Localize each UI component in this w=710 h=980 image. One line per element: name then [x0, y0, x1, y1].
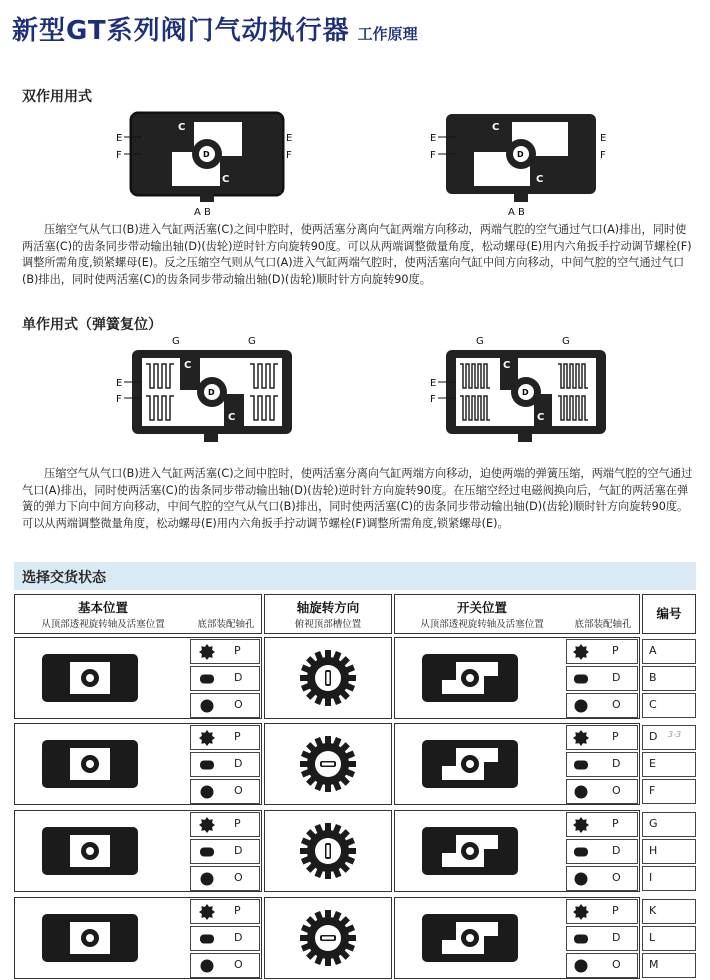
actuator-top-view-icon [420, 910, 520, 966]
svg-text:C: C [222, 174, 230, 185]
svg-text:C: C [492, 122, 500, 133]
actuator-top-view-icon [40, 910, 140, 966]
svg-text:F: F [430, 150, 436, 161]
single-acting-diagram-right [424, 334, 624, 454]
delivery-code[interactable]: I [642, 866, 696, 891]
svg-text:F: F [286, 150, 292, 161]
actuator-top-view-icon [40, 823, 140, 879]
hole-type-label-2: P [612, 730, 619, 743]
delivery-code[interactable]: F [642, 779, 696, 804]
double-d-hole-icon [198, 843, 216, 861]
delivery-code[interactable]: M [642, 953, 696, 978]
switch-position-title: 开关位置 [456, 600, 507, 615]
svg-text:E: E [286, 133, 293, 144]
star-hole-icon [198, 816, 216, 834]
double-d-hole-icon [572, 670, 590, 688]
round-hole-icon [198, 783, 216, 801]
delivery-code[interactable]: D [642, 725, 696, 750]
hole-type-label-2: D [612, 671, 621, 684]
hole-type-label: O [234, 871, 243, 884]
hole-type-label: D [234, 844, 243, 857]
svg-text:E: E [116, 133, 123, 144]
delivery-code[interactable]: B [642, 666, 696, 691]
bottom-hole-title-2: 底部装配轴孔 [574, 619, 632, 630]
hole-type-label-2: P [612, 904, 619, 917]
svg-text:D: D [517, 150, 524, 159]
svg-text:E: E [600, 133, 607, 144]
round-hole-icon [572, 957, 590, 975]
page-subtitle: 工作原理 [357, 25, 418, 43]
double-acting-description: 压缩空气从气口(B)进入气缸两活塞(C)之间中腔时，使两活塞分离向气缸两端方向移动，两端气腔的空气通过气口(A)排出，同时使两活塞(C)的齿条同步带动输出轴(D)(齿轮)逆时针方向旋转90度。可以从两端调整微量角度，松动螺母(E)用内六角扳手拧动调节螺栓(F)调整所需角度,锁紧螺母(E)。反之压缩空气则从气口(A)进入气缸两端气腔时，使两活塞向气缸中间方向移动，中间气腔的空气通过气口(B)排出，同时使两活塞(C)的齿条同步带动输出轴(D)(齿轮)顺时针方向旋转90度。 [22, 223, 692, 286]
actuator-top-view-icon [420, 736, 520, 792]
star-hole-icon [572, 729, 590, 747]
delivery-heading: 选择交货状态 [22, 570, 106, 586]
star-hole-icon [198, 643, 216, 661]
basic-position-title: 基本位置 [77, 600, 128, 615]
svg-text:G: G [562, 336, 570, 347]
delivery-code[interactable]: K [642, 899, 696, 924]
code-title: 编号 [656, 606, 682, 621]
svg-text:G: G [476, 336, 484, 347]
double-acting-heading: 双作用用式 [22, 89, 92, 105]
star-hole-icon [198, 903, 216, 921]
svg-text:E: E [430, 378, 437, 389]
svg-text:C: C [537, 412, 545, 423]
svg-text:C: C [536, 174, 544, 185]
single-acting-description: 压缩空气从气口(B)进入气缸两活塞(C)之间中腔时，使两活塞分离向气缸两端方向移动，迫使两端的弹簧压缩，两端气腔的空气通过气口(A)排出，同时使两活塞(C)的齿条同步带动输出轴(D)(齿轮)逆时针方向旋转90度。在压缩空经过电磁阀换向后，气缸的两活塞在弹簧的弹力下向中间方向移动，中间气腔的空气从气口(B)排出，同时使两活塞(C)的齿条同步带动输出轴(D)(齿轮)顺时针方向旋转90度。可以从两端调整微量角度，松动螺母(E)用内六角扳手拧动调节螺栓(F)调整所需角度,锁紧螺母(E)。 [22, 467, 693, 530]
svg-text:D: D [203, 150, 210, 159]
hole-type-label: D [234, 757, 243, 770]
page-title: 新型GT系列阀门气动执行器 [12, 16, 350, 46]
hole-type-label: O [234, 958, 243, 971]
hole-type-label-2: D [612, 931, 621, 944]
svg-text:C: C [228, 412, 236, 423]
shaft-gear-icon [298, 734, 358, 794]
round-hole-icon [198, 870, 216, 888]
svg-text:D: D [208, 388, 215, 397]
round-hole-icon [572, 870, 590, 888]
rotation-title: 轴旋转方向 [296, 600, 360, 615]
double-acting-diagram-left [110, 106, 293, 218]
hole-type-label: P [234, 904, 241, 917]
bottom-hole-title: 底部装配轴孔 [197, 619, 255, 630]
svg-text:C: C [184, 360, 192, 371]
hole-type-label-2: D [612, 844, 621, 857]
svg-text:F: F [600, 150, 606, 161]
hole-type-label-2: P [612, 644, 619, 657]
single-acting-diagram-left [110, 334, 300, 454]
double-d-hole-icon [572, 843, 590, 861]
delivery-band [14, 562, 696, 590]
delivery-code[interactable]: G [642, 812, 696, 837]
page-header [12, 10, 418, 47]
double-acting-diagram-right [424, 106, 614, 218]
round-hole-icon [198, 697, 216, 715]
svg-text:A B: A B [194, 207, 211, 218]
shaft-gear-icon [298, 821, 358, 881]
svg-text:F: F [430, 394, 436, 405]
pencil-note: 3-3 [668, 730, 682, 739]
svg-text:G: G [248, 336, 256, 347]
svg-text:C: C [503, 360, 511, 371]
double-d-hole-icon [198, 930, 216, 948]
hole-type-label-2: O [612, 958, 621, 971]
svg-text:C: C [178, 122, 186, 133]
hole-type-label: D [234, 931, 243, 944]
round-hole-icon [572, 697, 590, 715]
round-hole-icon [572, 783, 590, 801]
switch-position-subtitle: 从顶部透视旋转轴及活塞位置 [420, 619, 544, 630]
svg-text:G: G [172, 336, 180, 347]
hole-type-label-2: O [612, 698, 621, 711]
actuator-top-view-icon [40, 736, 140, 792]
hole-type-label-2: D [612, 757, 621, 770]
round-hole-icon [198, 957, 216, 975]
hole-type-label: O [234, 784, 243, 797]
hole-type-label-2: O [612, 871, 621, 884]
delivery-code[interactable]: E [642, 752, 696, 777]
svg-text:F: F [116, 394, 122, 405]
delivery-code[interactable]: L [642, 926, 696, 951]
svg-text:E: E [430, 133, 437, 144]
star-hole-icon [198, 729, 216, 747]
hole-type-label: P [234, 730, 241, 743]
delivery-code[interactable]: C [642, 693, 696, 718]
actuator-top-view-icon [420, 823, 520, 879]
hole-type-label: O [234, 698, 243, 711]
star-hole-icon [572, 903, 590, 921]
shaft-gear-icon [298, 648, 358, 708]
svg-text:A B: A B [508, 207, 525, 218]
delivery-code[interactable]: H [642, 839, 696, 864]
double-d-hole-icon [198, 670, 216, 688]
delivery-code[interactable]: A [642, 639, 696, 664]
star-hole-icon [572, 643, 590, 661]
svg-text:D: D [522, 388, 529, 397]
hole-type-label-2: O [612, 784, 621, 797]
rotation-subtitle: 俯视顶部槽位置 [294, 619, 362, 630]
double-d-hole-icon [572, 930, 590, 948]
basic-position-subtitle: 从顶部透视旋转轴及活塞位置 [41, 619, 165, 630]
actuator-top-view-icon [420, 650, 520, 706]
double-d-hole-icon [572, 756, 590, 774]
hole-type-label: P [234, 644, 241, 657]
hole-type-label: P [234, 817, 241, 830]
svg-text:F: F [116, 150, 122, 161]
star-hole-icon [572, 816, 590, 834]
svg-text:E: E [116, 378, 123, 389]
single-acting-heading: 单作用式（弹簧复位） [22, 317, 162, 333]
hole-type-label: D [234, 671, 243, 684]
actuator-top-view-icon [40, 650, 140, 706]
hole-type-label-2: P [612, 817, 619, 830]
shaft-gear-icon [298, 908, 358, 968]
double-d-hole-icon [198, 756, 216, 774]
